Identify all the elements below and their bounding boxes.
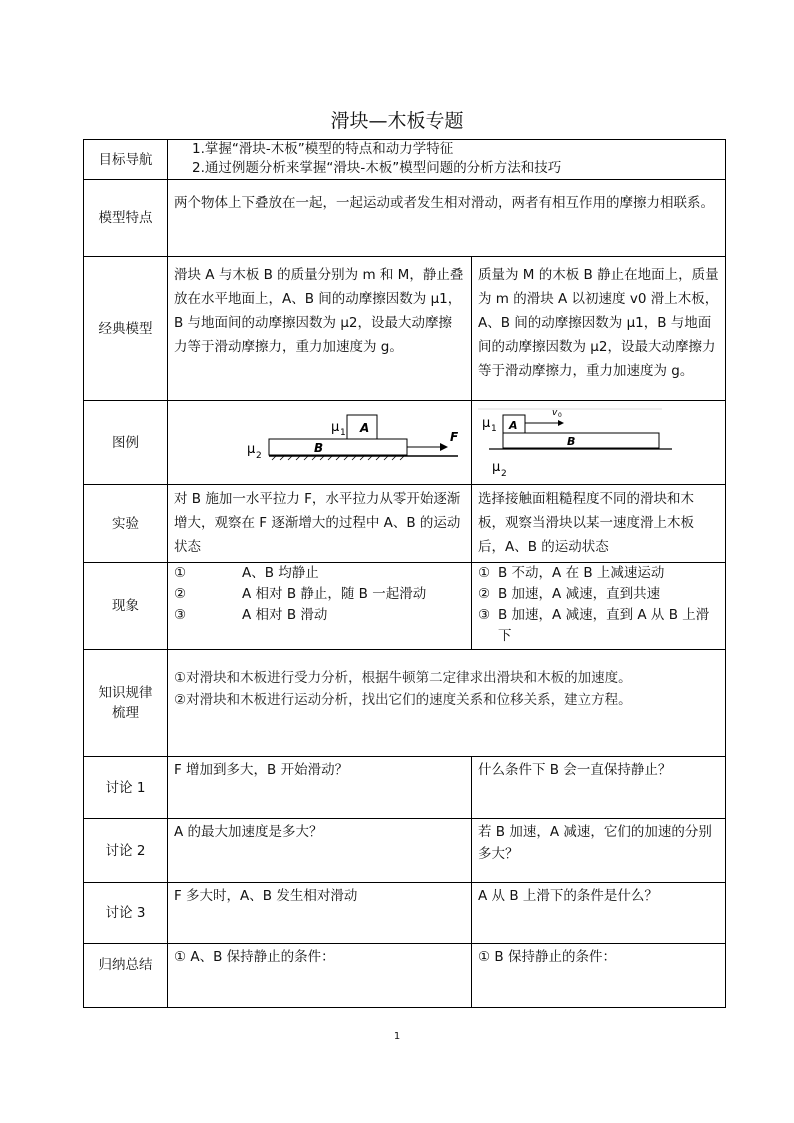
label-discussion-3: 讨论 3 [84,883,168,944]
velocity-label: v [552,408,558,418]
row-experiment [84,485,726,563]
classic-left: 滑块 A 与木板 B 的质量分别为 m 和 M，静止叠放在水平地面上，A、B 间的动摩擦因数为 μ1，B 与地面间的动摩擦因数为 μ2，设最大动摩擦力等于滑动摩擦力，重力加速度为 g。 [174,267,464,355]
goal-line-2: 2.通过例题分析来掌握“滑块-木板”模型问题的分析方法和技巧 [192,160,562,176]
discussion-1-left: F 增加到多大，B 开始滑动？ [174,762,349,778]
figure-right-diagram [472,401,724,483]
row-feature [84,180,726,257]
mu1-label-left: μ [331,420,340,435]
row-knowledge [84,650,726,757]
discussion-2-right: 若 B 加速，A 减速，它们的加速的分别多大？ [478,824,712,862]
label-goal: 目标导航 [84,140,168,180]
board-b-label: B [314,441,324,455]
mu2-label-right: μ [492,460,501,475]
force-label: F [450,430,459,444]
row-phenomenon [84,563,726,650]
force-arrowhead [440,443,448,451]
feature-text: 两个物体上下叠放在一起，一起运动或者发生相对滑动，两者有相互作用的摩擦力相联系。 [174,195,714,211]
velocity-arrowhead [558,420,564,426]
figure-right [472,401,725,483]
block-a-label: A [360,421,370,435]
discussion-1-right: 什么条件下 B 会一直保持静止？ [478,762,672,778]
mu2-sub-right: 2 [501,469,507,479]
goal-line-1: 1.掌握“滑块-木板”模型的特点和动力学特征 [192,141,454,157]
discussion-3-left: F 多大时，A、B 发生相对滑动 [174,888,358,904]
row-classic [84,257,726,401]
topic-table [83,139,726,1008]
label-discussion-1: 讨论 1 [84,757,168,819]
board-b [503,433,659,448]
label-feature: 模型特点 [84,180,168,257]
row-discussion-3 [84,883,726,944]
discussion-2-left: A 的最大加速度是多大？ [174,824,323,840]
row-goal [84,140,726,180]
mu2-label-left: μ [247,442,256,457]
row-discussion-1 [84,757,726,819]
label-classic: 经典模型 [84,257,168,401]
mu1-label-right: μ [482,416,491,431]
block-a-label: A [509,419,518,432]
page-number: 1 [393,1031,401,1042]
velocity-sub: 0 [558,412,562,419]
knowledge-line-2: ②对滑块和木板进行运动分析，找出它们的速度关系和位移关系，建立方程。 [174,692,632,708]
label-summary: 归纳总结 [84,944,168,1008]
figure-left [168,401,471,483]
summary-left: ① A、B 保持静止的条件： [174,949,335,965]
phenomenon-left-3: ③ A 相对 B 滑动 [174,607,328,623]
label-phenomenon: 现象 [84,563,168,650]
phenomenon-left-1: ① A、B 均静止 [174,565,319,581]
row-figure [84,401,726,485]
discussion-3-right: A 从 B 上滑下的条件是什么？ [478,888,658,904]
row-summary [84,944,726,1008]
row-discussion-2 [84,819,726,883]
figure-left-diagram [168,401,470,483]
phenomenon-left-2: ② A 相对 B 静止，随 B 一起滑动 [174,586,427,602]
board-b [269,439,407,455]
mu1-sub-right: 1 [491,424,497,434]
mu2-sub-left: 2 [256,451,262,461]
summary-right: ① B 保持静止的条件： [478,949,616,965]
label-knowledge: 知识规律梳理 [98,685,153,721]
label-figure: 图例 [84,401,168,485]
classic-right: 质量为 M 的木板 B 静止在地面上，质量为 m 的滑块 A 以初速度 v0 滑上木板，A、B 间的动摩擦因数为 μ1，B 与地面间的动摩擦因数为 μ2，设最大动摩擦力等于滑动摩擦力，重力加速度为 g。 [478,267,719,379]
label-discussion-2: 讨论 2 [84,819,168,883]
phenomenon-right-3: ③ B 加速，A 减速，直到 A 从 B 上滑下 [478,607,710,644]
label-experiment: 实验 [84,485,168,563]
phenomenon-right-1: ① B 不动，A 在 B 上减速运动 [478,565,665,581]
page-title: 滑块—木板专题 [330,110,464,132]
knowledge-line-1: ①对滑块和木板进行受力分析，根据牛顿第二定律求出滑块和木板的加速度。 [174,670,632,686]
experiment-right: 选择接触面粗糙程度不同的滑块和木板，观察当滑块以某一速度滑上木板后，A、B 的运动状态 [478,491,694,555]
mu1-sub-left: 1 [340,428,346,438]
experiment-left: 对 B 施加一水平拉力 F，水平拉力从零开始逐渐增大，观察在 F 逐渐增大的过程中 A、B 的运动状态 [174,491,461,555]
board-b-label: B [567,435,576,448]
phenomenon-right-2: ② B 加速，A 减速，直到共速 [478,586,661,602]
